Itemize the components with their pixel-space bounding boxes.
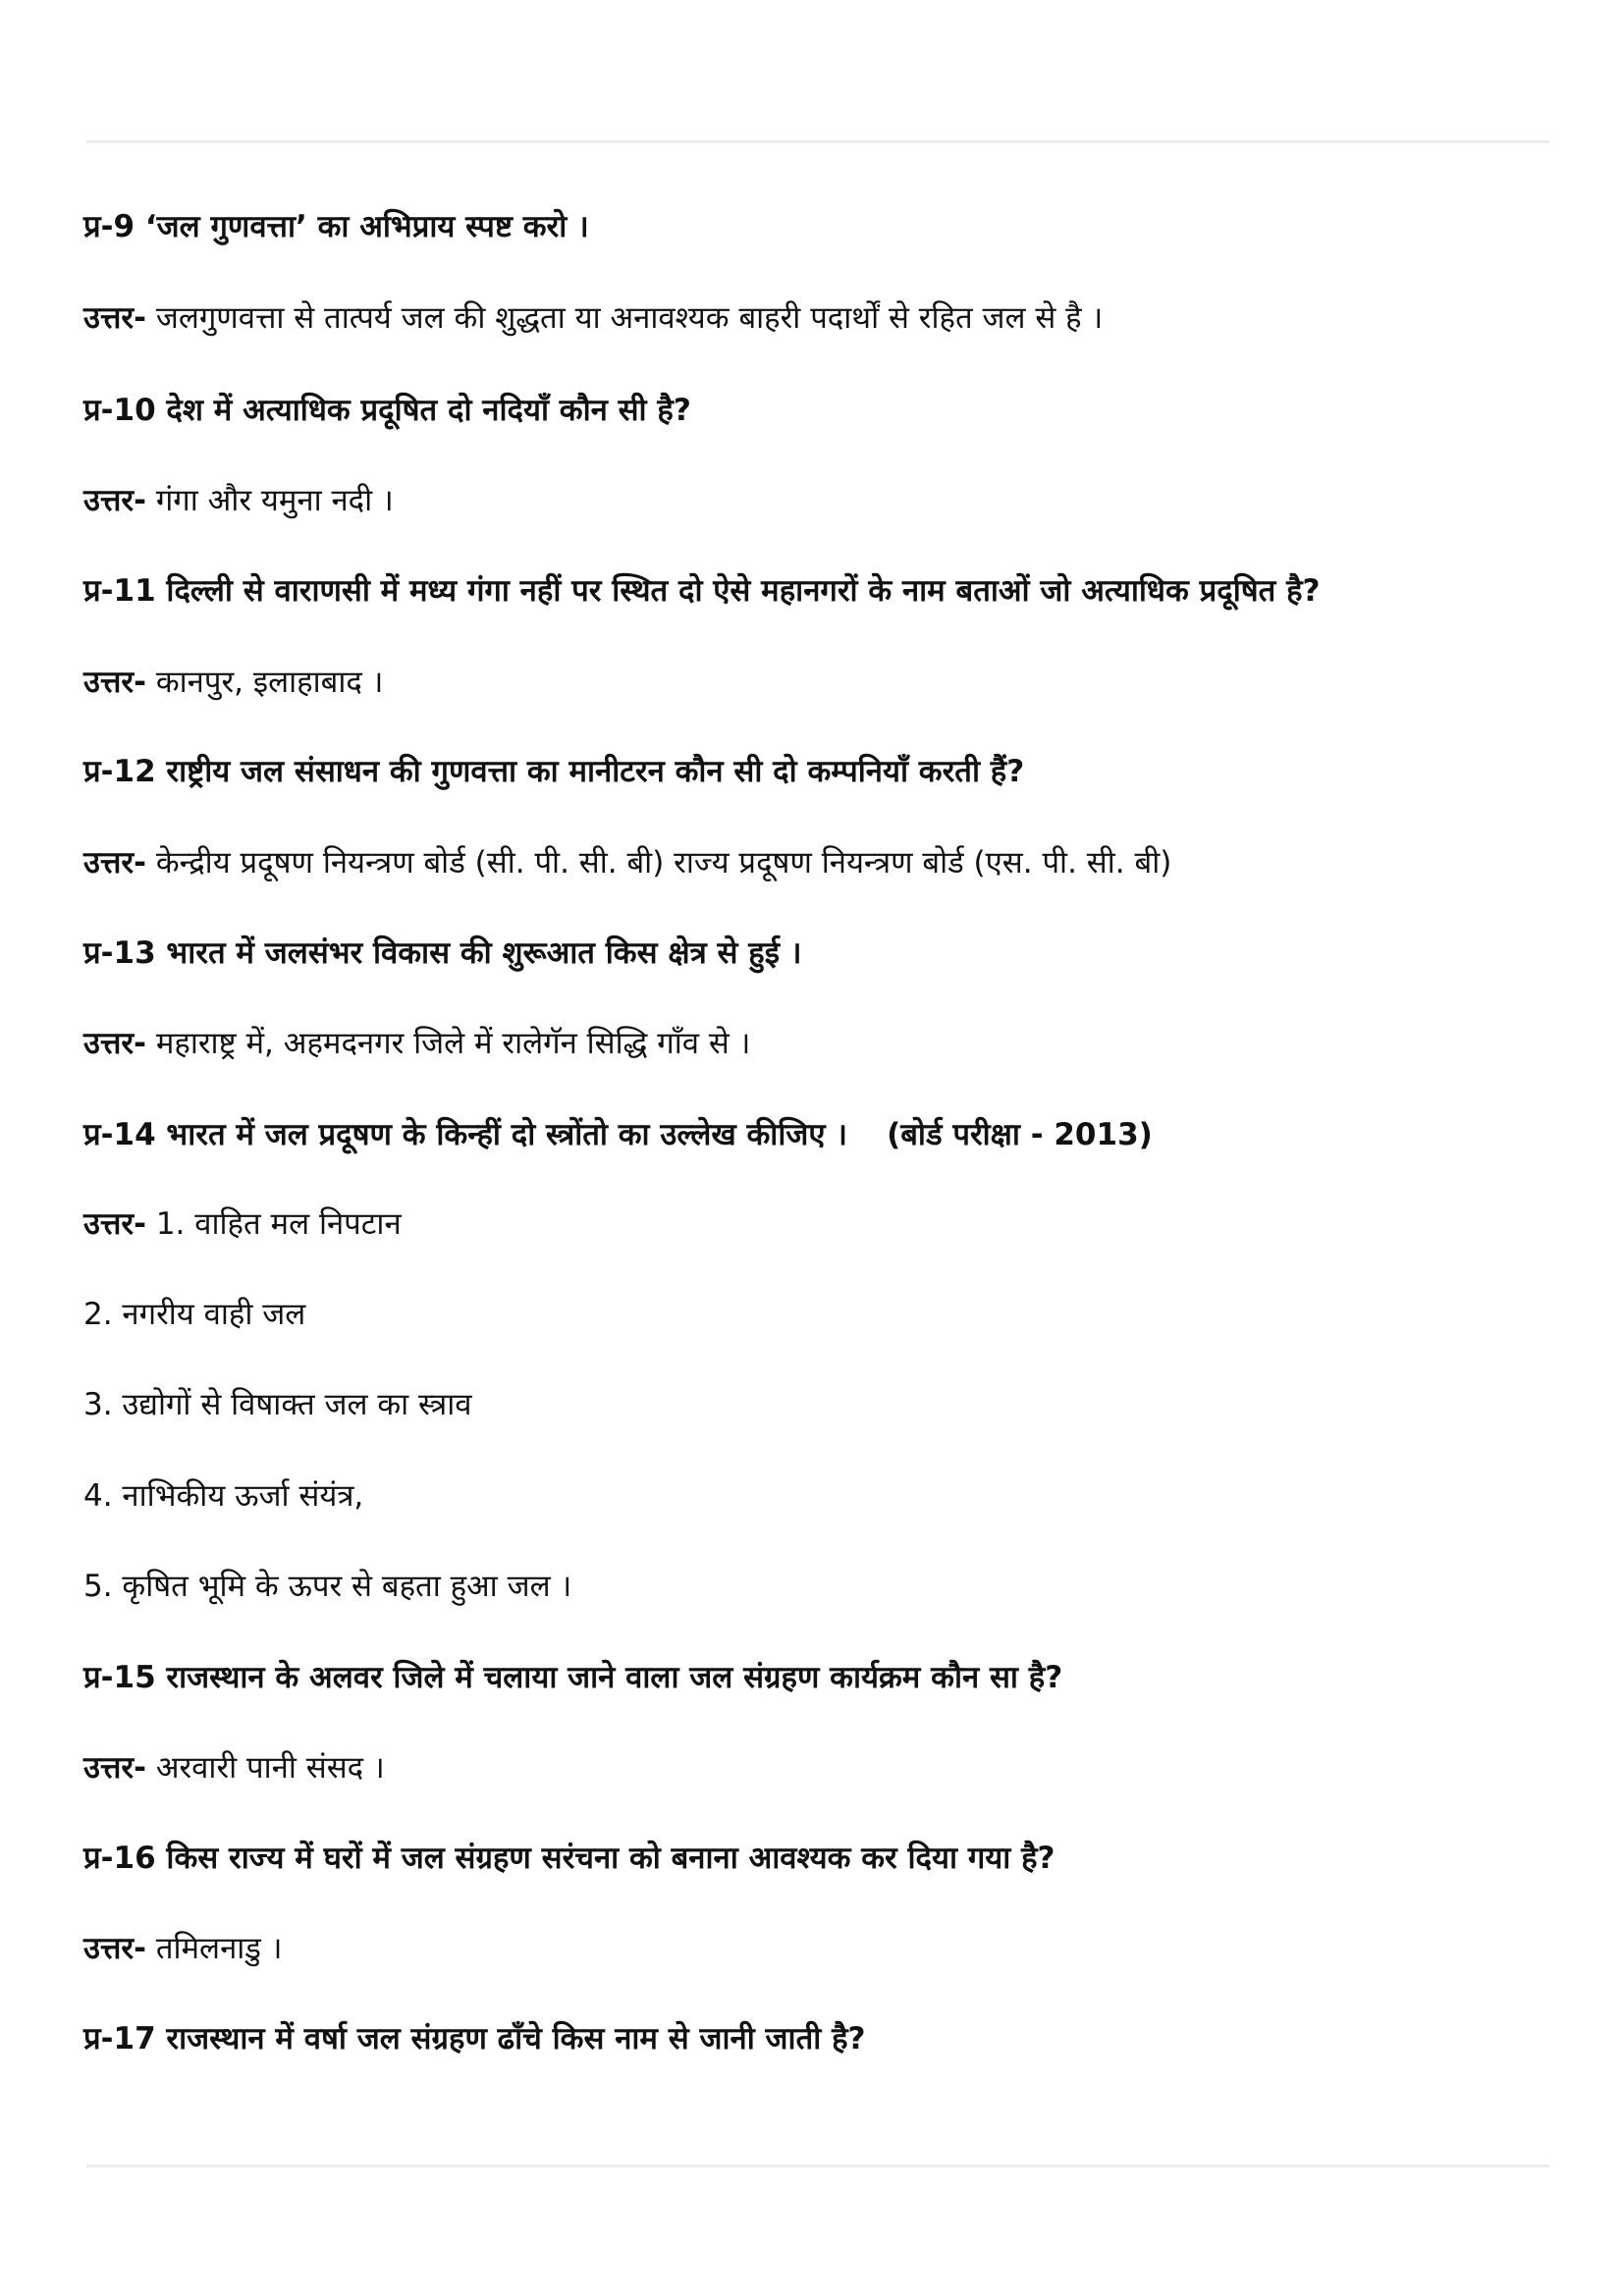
question-11: प्र-11 दिल्ली से वाराणसी में मध्य गंगा नहीं पर स्थित दो ऐसे महानगरों के नाम बताओं जो अत्याधिक प्रदूषित है? (83, 573, 1321, 609)
header-divider (86, 140, 1549, 143)
list-item: 1. वाहित मल निपटान (155, 1206, 402, 1242)
answer-text: तमिलनाडु । (145, 1931, 283, 1966)
answer-14 (83, 1206, 402, 1243)
answer-text: केन्द्रीय प्रदूषण नियन्त्रण बोर्ड (सी. पी. सी. बी) राज्य प्रदूषण नियन्त्रण बोर्ड (एस. पी. सी. बी) (145, 845, 1172, 881)
answer-text: कानपुर, इलाहाबाद । (145, 665, 384, 700)
question-16: प्र-16 किस राज्य में घरों में जल संग्रहण सरंचना को बनाना आवश्यक कर दिया गया है? (83, 1841, 1055, 1876)
answer-text: जलगुणवत्ता से तात्पर्य जल की शुद्धता या अनावश्यक बाहरी पदार्थों से रहित जल से है । (145, 300, 1104, 336)
answer-text: गंगा और यमुना नदी । (145, 483, 394, 518)
answer-label: उत्तर- (83, 1750, 146, 1786)
question-12: प्र-12 राष्ट्रीय जल संसाधन की गुणवत्ता का मानीटरन कौन सी दो कम्पनियाँ करती हैं? (83, 754, 1025, 789)
question-10: प्र-10 देश में अत्याधिक प्रदूषित दो नदियाँ कौन सी है? (83, 393, 691, 428)
answer-16 (83, 1931, 283, 1967)
question-13: प्र-13 भारत में जलसंभर विकास की शुरूआत किस क्षेत्र से हुई । (83, 935, 802, 971)
question-15: प्र-15 राजस्थान के अलवर जिले में चलाया जाने वाला जल संग्रहण कार्यक्रम कौन सा है? (83, 1660, 1063, 1695)
answer-label: उत्तर- (83, 483, 146, 518)
question-17: प्र-17 राजस्थान में वर्षा जल संग्रहण ढाँचे किस नाम से जानी जाती है? (83, 2021, 866, 2056)
list-item: 4. नाभिकीय ऊर्जा संयंत्र, (83, 1478, 364, 1514)
answer-text: महाराष्ट्र में, अहमदनगर जिले में रालेगॅन सिद्धि गाँव से । (145, 1026, 751, 1061)
question-14 (83, 1117, 1153, 1153)
list-item: 5. कृषित भूमि के ऊपर से बहता हुआ जल । (83, 1569, 572, 1604)
answer-9 (83, 300, 1103, 337)
list-item: 2. नगरीय वाही जल (83, 1297, 306, 1332)
answer-13 (83, 1026, 750, 1062)
answer-label: उत्तर- (83, 1931, 146, 1966)
footer-divider (86, 2164, 1549, 2167)
answer-label: उत्तर- (83, 1206, 146, 1242)
answer-label: उत्तर- (83, 1026, 146, 1061)
answer-12 (83, 845, 1171, 881)
list-item: 3. उद्योगों से विषाक्त जल का स्त्राव (83, 1387, 472, 1422)
exam-tag: (बोर्ड परीक्षा - 2013) (887, 1117, 1153, 1152)
answer-11 (83, 665, 383, 701)
answer-label: उत्तर- (83, 845, 146, 881)
answer-text: अरवारी पानी संसद । (145, 1750, 385, 1786)
answer-10 (83, 483, 394, 519)
answer-label: उत्तर- (83, 665, 146, 700)
answer-label: उत्तर- (83, 300, 146, 336)
answer-15 (83, 1750, 385, 1787)
question-text: प्र-14 भारत में जल प्रदूषण के किन्हीं दो स्त्रोंतो का उल्लेख कीजिए । (83, 1117, 848, 1152)
question-9: प्र-9 ‘जल गुणवत्ता’ का अभिप्राय स्पष्ट करो । (83, 209, 589, 244)
